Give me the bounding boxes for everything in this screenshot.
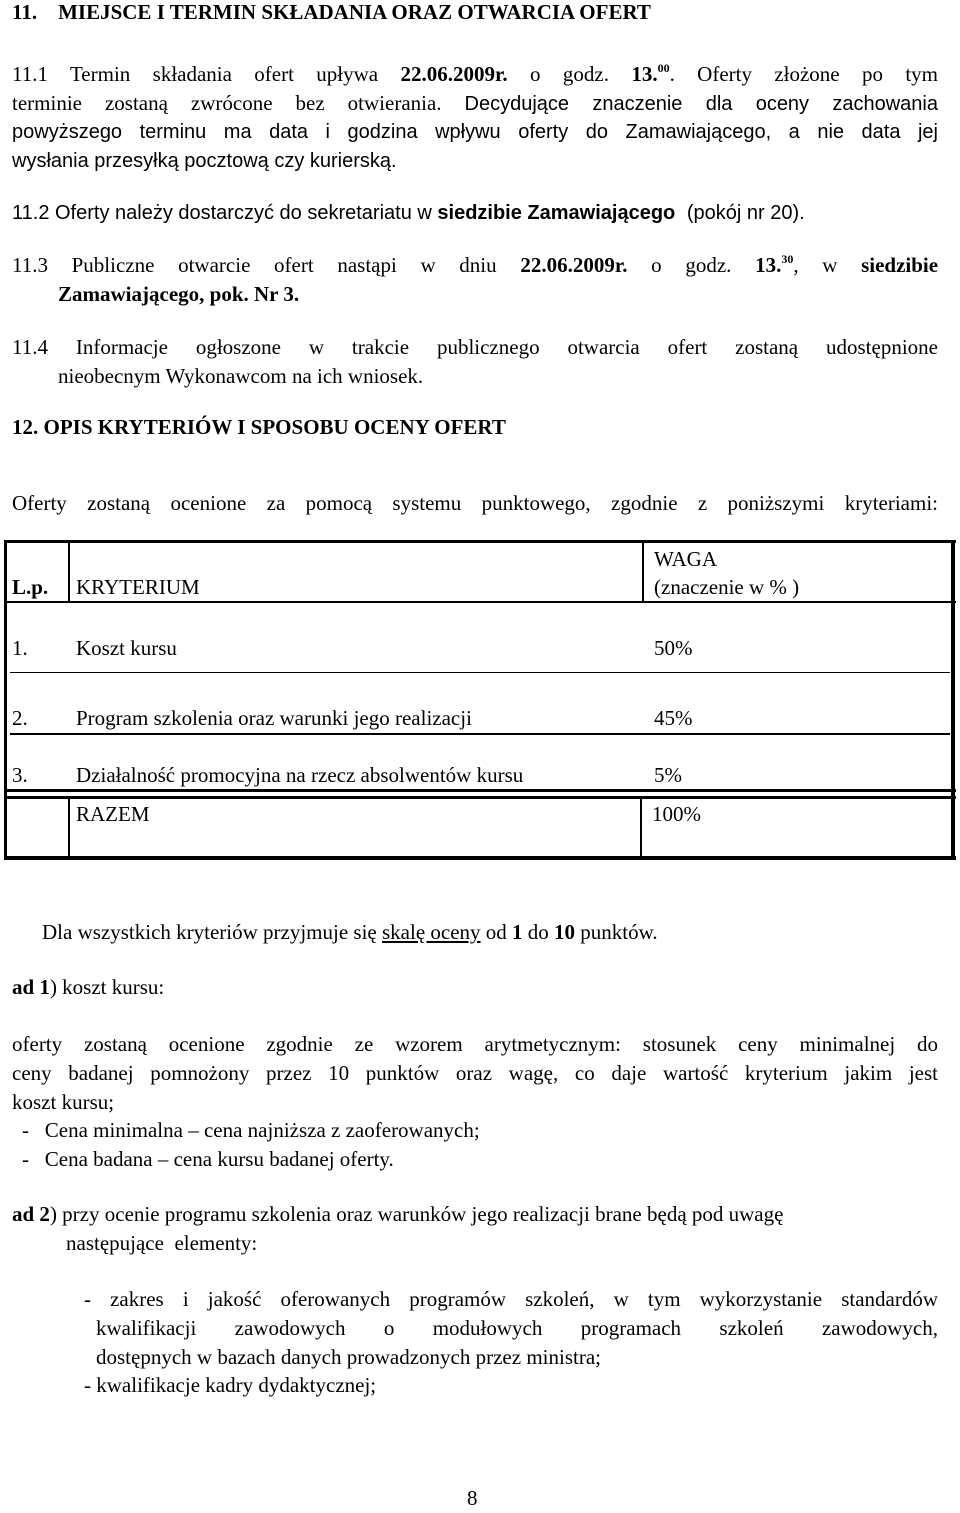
hour-bold: 13. (755, 253, 782, 277)
underlined-text: skalę oceny (382, 920, 481, 944)
row-3-criterion: Działalność promocyjna na rzecz absolwentów kursu (76, 763, 524, 787)
row-1-weight: 50% (654, 636, 693, 660)
text: ) koszt kursu: (49, 975, 165, 999)
ad2-list-item-1-line-3: dostępnych w bazach danych prowadzonych przez ministra; (96, 1345, 601, 1369)
text: . Oferty złożone po tym (669, 62, 939, 86)
ad1-list-item-2: - Cena badana – cena kursu badanej oferty. (22, 1147, 394, 1171)
text: do (527, 920, 549, 944)
paragraph-11-3-line-1 (12, 251, 938, 280)
text: ) przy ocenie programu szkolenia oraz warunków jego realizacji brane będą pod uwagę (49, 1202, 784, 1226)
bold-number: 10 (554, 920, 576, 944)
text: od (485, 920, 507, 944)
ad2-list-item-1-line-1: - zakres i jakość oferowanych programów szkoleń, w tym wykorzystanie standardów (84, 1287, 938, 1311)
row-1-criterion: Koszt kursu (76, 636, 177, 660)
ad1-line-3: koszt kursu; (12, 1090, 115, 1114)
date-bold: 22.06.2009r. (400, 62, 508, 86)
section-11-heading: 11. MIEJSCE I TERMIN SKŁADANIA ORAZ OTWARCIA OFERT (12, 0, 651, 24)
ad2-line-1 (12, 1200, 783, 1229)
paragraph-11-1-line-3: powyższego terminu ma data i godzina wpływu oferty do Zamawiającego, a nie data jej (12, 121, 938, 143)
text: 11.2 Oferty należy dostarczyć do sekretariatu w (12, 202, 432, 224)
text: 11.1 Termin składania ofert upływa (12, 62, 379, 86)
header-lp: L.p. (12, 575, 49, 599)
row-1-lp: 1. (12, 636, 28, 660)
paragraph-11-3-line-2: Zamawiającego, pok. Nr 3. (58, 282, 300, 306)
ad1-line-2: ceny badanej pomnożony przez 10 punktów oraz wagę, co daje wartość kryterium jakim jest (12, 1061, 938, 1085)
hour-bold: 13. (631, 62, 658, 86)
header-criterion: KRYTERIUM (76, 575, 200, 599)
paragraph-11-4-line-1: 11.4 Informacje ogłoszone w trakcie publicznego otwarcia ofert zostaną udostępnione (12, 335, 938, 359)
paragraph-11-1-line-4: wysłania przesyłką pocztową czy kurierską. (12, 150, 397, 172)
text: Dla wszystkich kryteriów przyjmuje się (42, 920, 377, 944)
ad1-heading (12, 973, 164, 1002)
row-3-lp: 3. (12, 763, 28, 787)
bold-label: ad 2 (12, 1202, 50, 1226)
text: 11.3 Publiczne otwarcie ofert nastąpi w dniu (12, 253, 497, 277)
text: Decydujące znaczenie dla oceny zachowania (464, 93, 938, 115)
bold-text: siedzibie (861, 253, 939, 277)
paragraph-11-1-line-2 (12, 89, 938, 119)
ad1-line-1: oferty zostaną ocenione zgodnie ze wzorem arytmetycznym: stosunek ceny minimalnej do (12, 1032, 938, 1056)
ad2-list-item-1-line-2: kwalifikacji zawodowych o modułowych programach szkoleń zawodowych, (96, 1316, 938, 1340)
text: punktów. (580, 920, 658, 944)
text: o godz. (530, 62, 609, 86)
text: o godz. (651, 253, 732, 277)
date-bold: 22.06.2009r. (520, 253, 628, 277)
minutes-superscript: 00 (657, 61, 670, 75)
text: (pokój nr 20). (686, 202, 805, 224)
minutes-superscript: 30 (781, 252, 794, 266)
row-2-lp: 2. (12, 706, 28, 730)
total-label: RAZEM (76, 802, 150, 826)
paragraph-11-1-line-1 (12, 60, 938, 89)
scale-note (42, 918, 658, 947)
paragraph-11-2 (12, 199, 805, 228)
criteria-intro: Oferty zostaną ocenione za pomocą systemu punktowego, zgodnie z poniższymi kryteriami: (12, 491, 938, 515)
row-2-criterion: Program szkolenia oraz warunki jego realizacji (76, 706, 472, 730)
text: terminie zostaną zwrócone bez otwierania. (12, 91, 442, 115)
header-weight-line-2: (znaczenie w % ) (654, 575, 800, 599)
row-3-weight: 5% (654, 763, 682, 787)
header-weight-line-1: WAGA (654, 547, 717, 571)
row-2-weight: 45% (654, 706, 693, 730)
paragraph-11-4-line-2: nieobecnym Wykonawcom na ich wniosek. (58, 364, 424, 388)
bold-text: siedzibie Zamawiającego (437, 202, 676, 224)
text: , w (793, 253, 838, 277)
bold-number: 1 (512, 920, 523, 944)
ad2-list-item-2: - kwalifikacje kadry dydaktycznej; (84, 1373, 377, 1397)
section-12-heading: 12. OPIS KRYTERIÓW I SPOSOBU OCENY OFERT (12, 415, 506, 439)
ad2-line-2: następujące elementy: (66, 1231, 258, 1255)
bold-label: ad 1 (12, 975, 50, 999)
page-number: 8 (467, 1486, 478, 1510)
ad1-list-item-1: - Cena minimalna – cena najniższa z zaoferowanych; (22, 1118, 480, 1142)
total-weight: 100% (652, 802, 701, 826)
